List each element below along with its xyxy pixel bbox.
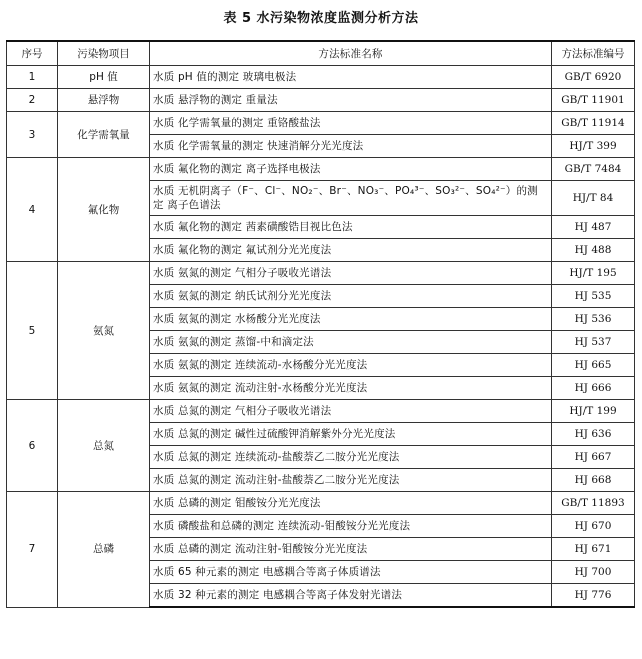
- cell-method-name: 水质 总氮的测定 碱性过硫酸钾消解紫外分光光度法: [150, 423, 552, 446]
- header-method-code: 方法标准编号: [552, 41, 635, 66]
- cell-pollutant: 氨氮: [58, 262, 150, 400]
- cell-method-code: HJ 537: [552, 331, 635, 354]
- cell-method-name: 水质 总氮的测定 气相分子吸收光谱法: [150, 400, 552, 423]
- header-no: 序号: [7, 41, 58, 66]
- cell-serial-number: 7: [7, 492, 58, 608]
- cell-method-code: HJ 487: [552, 216, 635, 239]
- cell-method-name: 水质 氨氮的测定 流动注射-水杨酸分光光度法: [150, 377, 552, 400]
- cell-method-code: HJ 666: [552, 377, 635, 400]
- cell-method-code: HJ 700: [552, 561, 635, 584]
- header-method-name: 方法标准名称: [150, 41, 552, 66]
- cell-pollutant: pH 值: [58, 66, 150, 89]
- cell-method-code: GB/T 7484: [552, 158, 635, 181]
- cell-method-code: HJ 636: [552, 423, 635, 446]
- cell-serial-number: 2: [7, 89, 58, 112]
- table-row: [7, 158, 635, 181]
- cell-method-code: GB/T 11893: [552, 492, 635, 515]
- cell-method-name: 水质 氨氮的测定 连续流动-水杨酸分光光度法: [150, 354, 552, 377]
- table-title: 表 5 水污染物浓度监测分析方法: [223, 11, 419, 26]
- table-body: [7, 66, 635, 608]
- cell-method-name: 水质 65 种元素的测定 电感耦合等离子体质谱法: [150, 561, 552, 584]
- cell-serial-number: 1: [7, 66, 58, 89]
- methods-table: [6, 40, 635, 608]
- cell-method-code: HJ/T 84: [552, 181, 635, 216]
- cell-method-code: HJ 536: [552, 308, 635, 331]
- cell-serial-number: 6: [7, 400, 58, 492]
- cell-serial-number: 3: [7, 112, 58, 158]
- cell-pollutant: 总磷: [58, 492, 150, 608]
- cell-method-name: 水质 总磷的测定 钼酸铵分光光度法: [150, 492, 552, 515]
- cell-method-name: 水质 氨氮的测定 气相分子吸收光谱法: [150, 262, 552, 285]
- cell-method-name: 水质 总磷的测定 流动注射-钼酸铵分光光度法: [150, 538, 552, 561]
- cell-method-name: 水质 总氮的测定 连续流动-盐酸萘乙二胺分光光度法: [150, 446, 552, 469]
- table-header-row: [7, 41, 635, 66]
- cell-method-name: 水质 磷酸盐和总磷的测定 连续流动-钼酸铵分光光度法: [150, 515, 552, 538]
- cell-method-code: HJ/T 199: [552, 400, 635, 423]
- cell-method-code: HJ 488: [552, 239, 635, 262]
- table-row: [7, 400, 635, 423]
- cell-method-name: 水质 总氮的测定 流动注射-盐酸萘乙二胺分光光度法: [150, 469, 552, 492]
- cell-method-name: 水质 pH 值的测定 玻璃电极法: [150, 66, 552, 89]
- table-row: [7, 89, 635, 112]
- cell-method-code: GB/T 6920: [552, 66, 635, 89]
- cell-method-code: HJ/T 399: [552, 135, 635, 158]
- cell-method-name: 水质 氟化物的测定 茜素磺酸锆目视比色法: [150, 216, 552, 239]
- cell-method-code: HJ 671: [552, 538, 635, 561]
- cell-method-name: 水质 化学需氧量的测定 重铬酸盐法: [150, 112, 552, 135]
- cell-method-code: HJ 535: [552, 285, 635, 308]
- cell-pollutant: 悬浮物: [58, 89, 150, 112]
- cell-method-code: HJ 667: [552, 446, 635, 469]
- cell-method-name: 水质 氟化物的测定 离子选择电极法: [150, 158, 552, 181]
- cell-pollutant: 总氮: [58, 400, 150, 492]
- cell-method-code: HJ 776: [552, 584, 635, 608]
- cell-pollutant: 氟化物: [58, 158, 150, 262]
- cell-method-code: HJ 665: [552, 354, 635, 377]
- cell-method-code: GB/T 11901: [552, 89, 635, 112]
- cell-serial-number: 4: [7, 158, 58, 262]
- cell-method-code: GB/T 11914: [552, 112, 635, 135]
- table-row: [7, 112, 635, 135]
- cell-method-name: 水质 悬浮物的测定 重量法: [150, 89, 552, 112]
- cell-method-name: 水质 氨氮的测定 水杨酸分光光度法: [150, 308, 552, 331]
- table-row: [7, 492, 635, 515]
- cell-method-name: 水质 氨氮的测定 蒸馏-中和滴定法: [150, 331, 552, 354]
- cell-pollutant: 化学需氧量: [58, 112, 150, 158]
- table-row: [7, 66, 635, 89]
- cell-method-name: 水质 氟化物的测定 氟试剂分光光度法: [150, 239, 552, 262]
- cell-method-code: HJ/T 195: [552, 262, 635, 285]
- header-pollutant: 污染物项目: [58, 41, 150, 66]
- cell-method-name: 水质 无机阴离子（F⁻、Cl⁻、NO₂⁻、Br⁻、NO₃⁻、PO₄³⁻、SO₃²⁻、SO₄²⁻）的测定 离子色谱法: [150, 181, 552, 216]
- cell-method-name: 水质 氨氮的测定 纳氏试剂分光光度法: [150, 285, 552, 308]
- table-row: [7, 262, 635, 285]
- cell-method-name: 水质 化学需氧量的测定 快速消解分光光度法: [150, 135, 552, 158]
- cell-method-code: HJ 668: [552, 469, 635, 492]
- cell-method-name: 水质 32 种元素的测定 电感耦合等离子体发射光谱法: [150, 584, 552, 608]
- cell-method-code: HJ 670: [552, 515, 635, 538]
- cell-serial-number: 5: [7, 262, 58, 400]
